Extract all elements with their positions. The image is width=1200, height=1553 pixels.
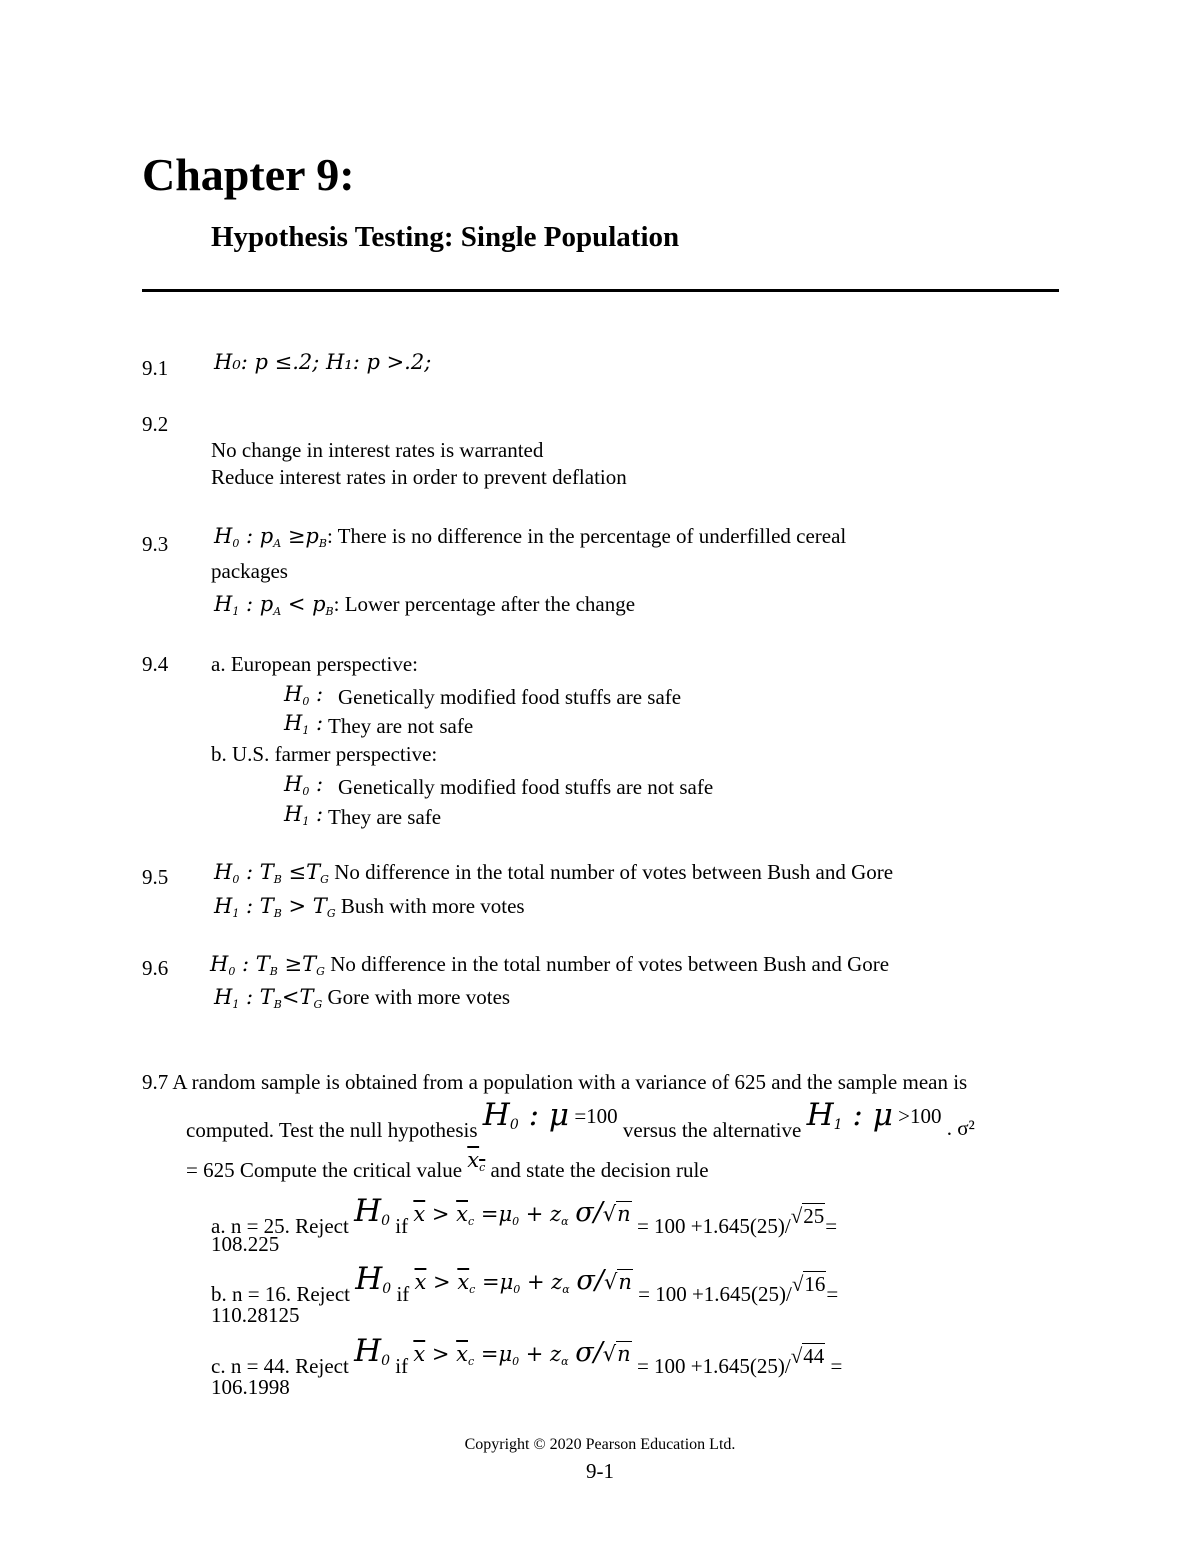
chapter-title: Chapter 9: <box>142 149 355 200</box>
hypothesis-null: H0 : TB ≥TG No difference in the total number of votes between Bush and Gore <box>210 952 890 978</box>
hypothesis-text: : Lower percentage after the change <box>333 592 636 616</box>
sqrt-sample-size: √25 <box>790 1204 825 1228</box>
hypothesis-alt: H1 : TB<TG Gore with more votes <box>214 985 511 1011</box>
problem-line <box>186 1097 975 1142</box>
null-hypothesis-symbol: H0 : μ <box>482 1097 570 1133</box>
decision-formula: $\overline{x} > \overline{x}c =\mu 0 + z\alpha$ σ/√n <box>413 1197 631 1228</box>
if-word: if <box>395 1354 409 1378</box>
problem-text: versus the alternative <box>622 1118 802 1142</box>
answer-line: packages <box>211 559 288 583</box>
copyright-notice: Copyright © 2020 Pearson Education Ltd. <box>464 1436 736 1453</box>
problem-number: 9.6 <box>142 956 169 980</box>
result-value: 110.28125 <box>211 1303 300 1327</box>
hypothesis-symbol: H1 : <box>284 802 324 828</box>
formula-result: = 100 +1.645(25)/ <box>636 1354 791 1378</box>
sqrt-sample-size: √44 <box>790 1344 825 1368</box>
problem-number: 9.2 <box>142 412 169 436</box>
null-hypothesis-symbol: H0 <box>355 1261 392 1297</box>
variance-symbol: . σ² <box>946 1116 975 1140</box>
critical-value-symbol: xc <box>467 1148 486 1174</box>
equals-sign: = <box>830 1354 843 1378</box>
hypothesis-alt: H1 : TB > TG Bush with more votes <box>214 894 525 920</box>
answer-line: No change in interest rates is warranted <box>211 438 544 462</box>
formula-result: = 100 +1.645(25)/ <box>638 1282 792 1306</box>
part-text: c. n = 44. Reject <box>211 1354 349 1378</box>
if-word: if <box>395 1214 409 1238</box>
equals-sign: = <box>826 1282 839 1306</box>
formula-result: = 100 +1.645(25)/ <box>636 1214 791 1238</box>
hypothesis-text: Gore with more votes <box>327 985 511 1009</box>
decision-formula: $\overline{x} > \overline{x}c =\mu 0 + z\alpha$ σ/√n <box>413 1337 631 1368</box>
hypothesis-text: No difference in the total number of votes between Bush and Gore <box>330 952 890 976</box>
hypothesis-symbol: H0 : <box>284 772 324 798</box>
hypothesis-null: H0 : TB ≤TG No difference in the total number of votes between Bush and Gore <box>214 860 894 886</box>
null-hypothesis-symbol: H0 <box>354 1333 391 1369</box>
problem-text: and state the decision rule <box>490 1158 709 1182</box>
decision-rule-c <box>211 1333 843 1378</box>
alt-hypothesis-value: >100 <box>898 1104 942 1128</box>
hypothesis-text: They are not safe <box>328 714 474 738</box>
problem-number: 9.1 <box>142 356 169 380</box>
problem-text: = 625 Compute the critical value <box>186 1158 463 1182</box>
part-label: b. U.S. farmer perspective: <box>211 742 438 766</box>
equals-sign: = <box>825 1214 838 1238</box>
problem-text: computed. Test the null hypothesis <box>186 1118 478 1142</box>
part-text: a. n = 25. Reject <box>211 1214 349 1238</box>
page-number: 9-1 <box>586 1459 614 1483</box>
decision-rule-b <box>211 1261 839 1306</box>
problem-number: 9.5 <box>142 865 169 889</box>
hypothesis-symbol: H0 : <box>284 682 324 708</box>
hypothesis-text: Genetically modified food stuffs are safe <box>338 685 682 709</box>
hypothesis-text: Bush with more votes <box>340 894 525 918</box>
hypothesis-text: They are safe <box>328 805 442 829</box>
alt-hypothesis-symbol: H1 : μ <box>806 1097 893 1133</box>
part-label: a. European perspective: <box>211 652 418 676</box>
title-rule <box>142 289 1059 292</box>
decision-rule-a <box>211 1193 838 1238</box>
hypothesis-symbol: H1 : <box>284 711 324 737</box>
problem-number: 9.3 <box>142 532 169 556</box>
if-word: if <box>396 1282 410 1306</box>
math-expression: H₀: p ≤.2; H₁: p >.2; <box>214 350 432 374</box>
decision-formula: $\overline{x} > \overline{x}c =\mu 0 + z\alpha$ σ/√n <box>414 1265 632 1296</box>
hypothesis-text: : There is no difference in the percentage of underfilled cereal <box>326 524 847 548</box>
null-hypothesis-value: =100 <box>574 1104 618 1128</box>
part-text: b. n = 16. Reject <box>211 1282 350 1306</box>
problem-line <box>186 1148 709 1182</box>
problem-intro: 9.7 A random sample is obtained from a population with a variance of 625 and the sample mean is <box>142 1070 968 1094</box>
hypothesis-text: No difference in the total number of votes between Bush and Gore <box>334 860 894 884</box>
result-value: 106.1998 <box>211 1375 290 1399</box>
chapter-subtitle: Hypothesis Testing: Single Population <box>211 221 680 253</box>
null-hypothesis-symbol: H0 <box>354 1193 391 1229</box>
problem-number: 9.4 <box>142 652 169 676</box>
hypothesis-null: H0 : pA ≥pB: There is no difference in the percentage of underfilled cereal <box>214 524 847 550</box>
sqrt-sample-size: √16 <box>791 1272 826 1296</box>
hypothesis-text: Genetically modified food stuffs are not safe <box>338 775 714 799</box>
result-value: 108.225 <box>211 1232 280 1256</box>
hypothesis-alt: H1 : pA < pB: Lower percentage after the change <box>214 592 636 618</box>
answer-line: Reduce interest rates in order to prevent deflation <box>211 465 627 489</box>
